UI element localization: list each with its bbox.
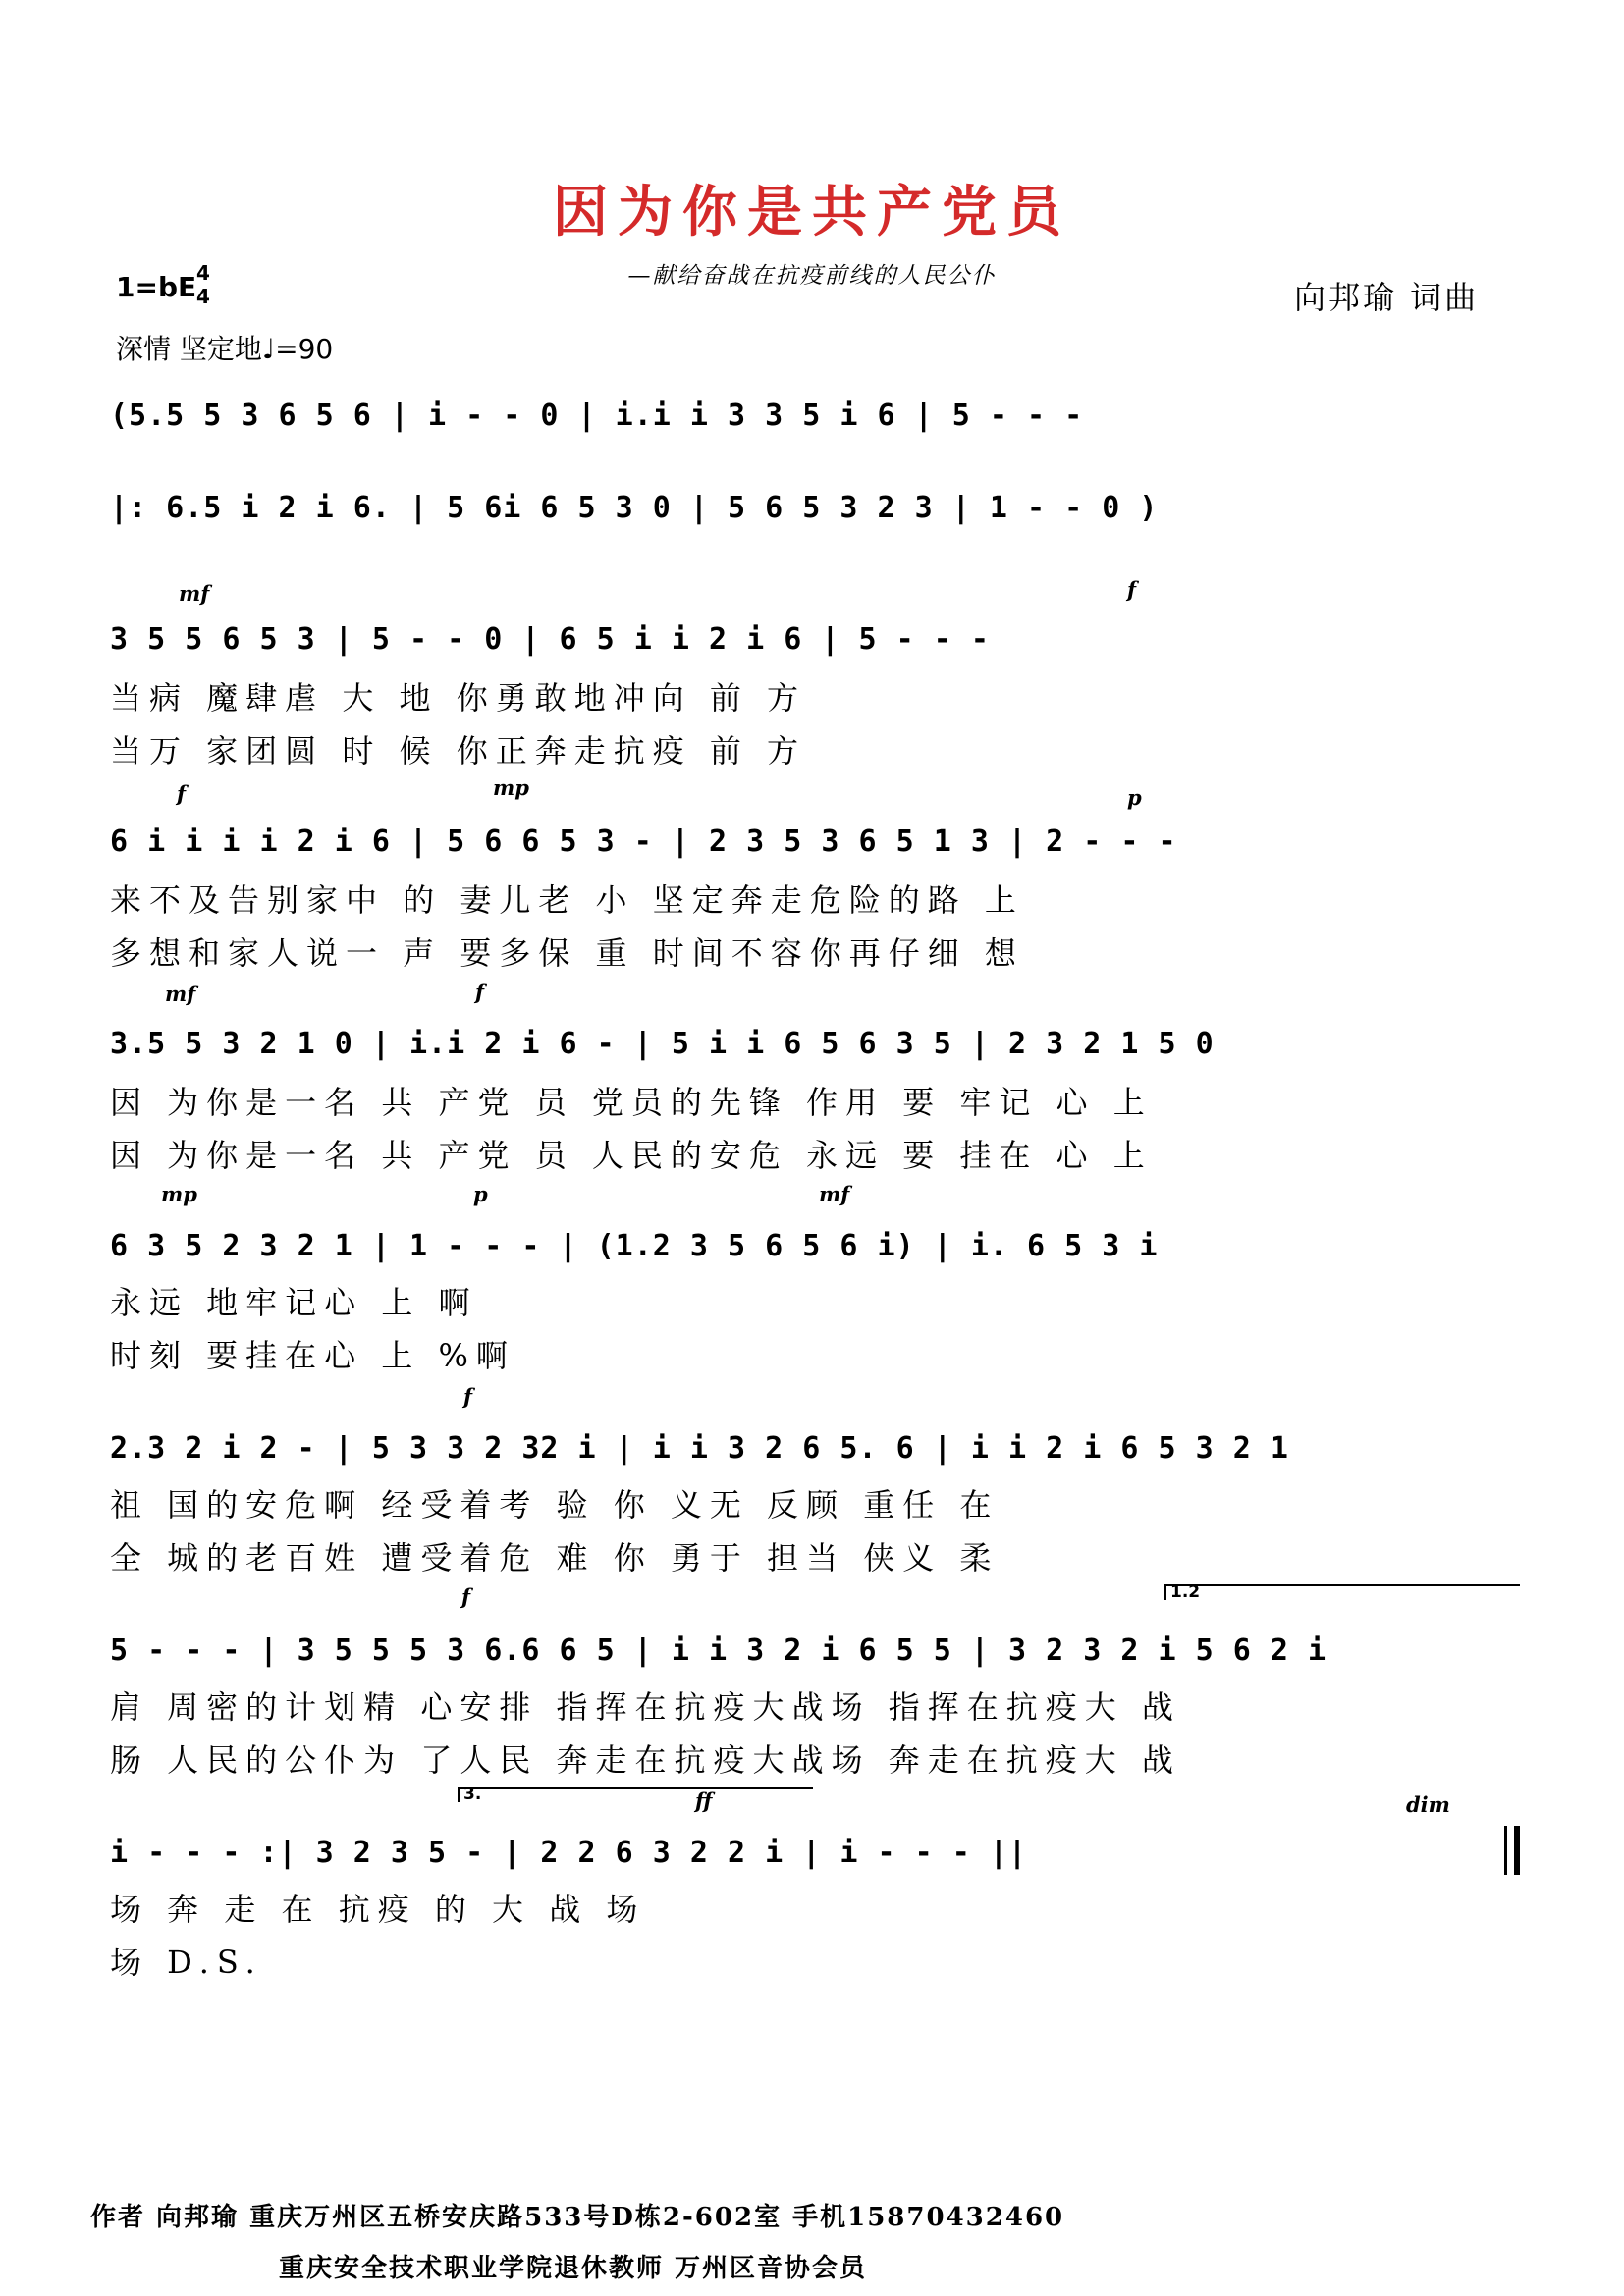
notes-line-5: 3.5 5 3 2 1 0 | i.i 2 i 6 - | 5 i i 6 5 6 3 5 | 2 3 2 1 5 0 (110, 1027, 1215, 1061)
footer-author-line: 作者 向邦瑜 重庆万州区五桥安庆路533号D栋2-602室 手机15870432460 (90, 2203, 1065, 2232)
lyric-line-4a: 来不及告别家中 的 妻儿老 小 坚定奔走危险的路 上 (110, 881, 1024, 919)
lyric-line-5b: 因 为你是一名 共 产党 员 人民的安危 永远 要 挂在 心 上 (110, 1137, 1153, 1174)
dynamic-mark: mp (493, 775, 529, 800)
lyric-line-7b: 全 城的老百姓 遭受着危 难 你 勇于 担当 侠义 柔 (110, 1539, 1000, 1576)
key-signature: 1=bE (116, 271, 197, 303)
notes-line-3: 3 5 5 6 5 3 | 5 - - 0 | 6 5 i i 2 i 6 | 5 - - - (110, 622, 990, 657)
dynamic-mark: f (177, 781, 187, 806)
dynamic-mark: mp (161, 1182, 197, 1206)
lyric-line-4b: 多想和家人说一 声 要多保 重 时间不容你再仔细 想 (110, 934, 1024, 972)
composer-credit: 向邦瑜 词曲 (1294, 279, 1480, 316)
dynamic-mark: f (1127, 577, 1137, 602)
dynamic-mark: p (473, 1182, 488, 1206)
lyric-line-8b: 肠 人民的公仆为 了人民 奔走在抗疫大战场 奔走在抗疫大 战 (110, 1741, 1181, 1779)
dynamic-mark: p (1127, 785, 1142, 810)
notes-line-8: 5 - - - | 3 5 5 5 3 6.6 6 5 | i i 3 2 i 6 5 5 | 3 2 3 2 i 5 6 2 i (110, 1633, 1326, 1668)
final-barline (1514, 1826, 1520, 1875)
volta-first-label: 1.2 (1170, 1582, 1201, 1602)
final-barline (1504, 1826, 1507, 1875)
lyric-line-9b: 场 D.S. (110, 1944, 263, 1981)
dynamic-mark: mf (819, 1182, 850, 1206)
lyric-line-3a: 当病 魔肆虐 大 地 你勇敢地冲向 前 方 (110, 679, 807, 717)
lyric-line-8a: 肩 周密的计划精 心安排 指挥在抗疫大战场 指挥在抗疫大 战 (110, 1688, 1181, 1726)
dynamic-mark: mf (165, 982, 196, 1006)
notes-line-9: i - - - :| 3 2 3 5 - | 2 2 6 3 2 2 i | i - - - || (110, 1836, 1028, 1870)
notes-line-6: 6 3 5 2 3 2 1 | 1 - - - | (1.2 3 5 6 5 6 i) | i. 6 5 3 i (110, 1229, 1159, 1263)
lyric-line-9a: 场 奔 走 在 抗疫 的 大 战 场 (110, 1891, 646, 1928)
dynamic-mark: f (461, 1584, 471, 1609)
dynamic-mark: dim (1406, 1792, 1450, 1817)
volta-first-ending (1164, 1584, 1520, 1600)
volta-third-ending (458, 1787, 813, 1802)
time-signature-bottom: 4 (196, 285, 210, 308)
lyric-line-5a: 因 为你是一名 共 产党 员 党员的先锋 作用 要 牢记 心 上 (110, 1084, 1153, 1121)
footer-affiliation-line: 重庆安全技术职业学院退休教师 万州区音协会员 (279, 2254, 868, 2283)
volta-third-label: 3. (463, 1785, 482, 1804)
time-signature-top: 4 (196, 261, 210, 285)
notes-line-4: 6 i i i i 2 i 6 | 5 6 6 5 3 - | 2 3 5 3 6 5 1 3 | 2 - - - (110, 825, 1177, 859)
lyric-line-6a: 永远 地牢记心 上 啊 (110, 1284, 478, 1321)
tempo-marking: 深情 坚定地♩=90 (116, 333, 334, 365)
dynamic-mark: mf (179, 581, 210, 606)
dynamic-mark: f (463, 1384, 473, 1409)
notes-line-2: |: 6.5 i 2 i 6. | 5 6i 6 5 3 0 | 5 6 5 3 2 3 | 1 - - 0 ) (110, 491, 1159, 525)
time-signature (196, 261, 210, 308)
notes-line-1: (5.5 5 3 6 5 6 | i - - 0 | i.i i 3 3 5 i 6 | 5 - - - (110, 399, 1084, 433)
dynamic-mark: f (475, 980, 485, 1004)
lyric-line-6b: 时刻 要挂在心 上 %啊 (110, 1337, 515, 1374)
song-subtitle: —献给奋战在抗疫前线的人民公仆 (627, 263, 997, 289)
lyric-line-7a: 祖 国的安危啊 经受着考 验 你 义无 反顾 重任 在 (110, 1486, 1000, 1523)
notes-line-7: 2.3 2 i 2 - | 5 3 3 2 32 i | i i 3 2 6 5. 6 | i i 2 i 6 5 3 2 1 (110, 1431, 1289, 1466)
song-title: 因为你是共产党员 (553, 180, 1071, 244)
dynamic-mark: ff (695, 1789, 713, 1813)
lyric-line-3b: 当万 家团圆 时 候 你正奔走抗疫 前 方 (110, 732, 807, 770)
